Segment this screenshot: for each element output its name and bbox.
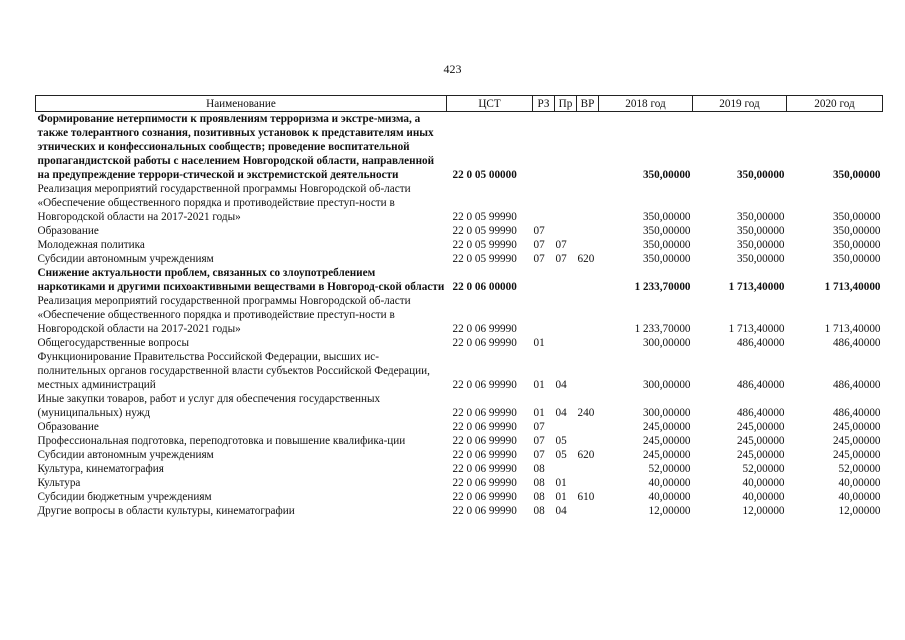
header-cst: ЦСТ <box>447 96 533 112</box>
row-vr <box>577 434 599 448</box>
row-name: Профессиональная подготовка, переподготовка и повышение квалифика-ции <box>37 435 406 447</box>
table-row <box>36 462 883 476</box>
row-vr: 620 <box>577 253 595 265</box>
row-vr: 240 <box>577 407 595 419</box>
row-rz: 07 <box>533 239 545 251</box>
table-row <box>36 224 883 238</box>
row-rz: 07 <box>533 253 545 265</box>
row-vr <box>577 238 599 252</box>
row-value-2020: 52,00000 <box>838 463 881 475</box>
row-vr <box>577 112 599 183</box>
header-2019: 2019 год <box>693 96 787 112</box>
row-cst: 22 0 06 99990 <box>452 337 517 349</box>
row-rz: 08 <box>533 477 545 489</box>
row-value-2018: 350,00000 <box>642 253 691 265</box>
row-cst: 22 0 06 99990 <box>452 435 517 447</box>
row-rz: 07 <box>533 225 545 237</box>
row-value-2019: 350,00000 <box>736 253 785 265</box>
row-value-2018: 1 233,70000 <box>634 281 691 293</box>
row-value-2020: 1 713,40000 <box>824 281 881 293</box>
row-value-2019: 245,00000 <box>736 435 785 447</box>
row-pr <box>555 182 577 224</box>
row-pr: 04 <box>555 505 567 517</box>
row-vr <box>577 504 599 518</box>
row-value-2018: 52,00000 <box>648 463 691 475</box>
row-pr <box>555 336 577 350</box>
row-value-2020: 40,00000 <box>838 491 881 503</box>
row-pr <box>555 266 577 294</box>
row-rz: 01 <box>533 379 545 391</box>
row-name: Субсидии автономным учреждениям <box>37 449 214 461</box>
row-value-2019: 52,00000 <box>742 463 785 475</box>
row-value-2019: 350,00000 <box>736 239 785 251</box>
row-name: Культура <box>37 477 81 489</box>
row-vr <box>577 294 599 336</box>
row-value-2020: 245,00000 <box>832 449 881 461</box>
row-value-2018: 300,00000 <box>642 407 691 419</box>
row-cst: 22 0 06 00000 <box>452 281 517 293</box>
row-vr <box>577 420 599 434</box>
row-value-2020: 486,40000 <box>832 379 881 391</box>
table-row <box>36 476 883 490</box>
row-value-2018: 350,00000 <box>642 239 691 251</box>
row-vr <box>577 266 599 294</box>
header-rz: РЗ <box>533 96 555 112</box>
row-pr: 05 <box>555 435 567 447</box>
row-cst: 22 0 06 99990 <box>452 505 517 517</box>
row-value-2018: 350,00000 <box>642 211 691 223</box>
row-vr: 620 <box>577 449 595 461</box>
row-value-2019: 245,00000 <box>736 449 785 461</box>
row-cst: 22 0 06 99990 <box>452 449 517 461</box>
row-name: Субсидии бюджетным учреждениям <box>37 491 212 503</box>
row-vr <box>577 350 599 392</box>
row-vr: 610 <box>577 491 595 503</box>
row-pr <box>555 112 577 183</box>
row-name: Субсидии автономным учреждениям <box>37 253 214 265</box>
row-value-2020: 486,40000 <box>832 407 881 419</box>
row-name: Реализация мероприятий государственной программы Новгородской об-ласти «Обеспечение общественного порядка и противодействие преступ-ности в Новгородской области на 2017-2021 годы» <box>37 295 411 335</box>
row-pr: 07 <box>555 253 567 265</box>
row-value-2020: 245,00000 <box>832 435 881 447</box>
row-value-2020: 350,00000 <box>832 169 881 181</box>
row-value-2020: 486,40000 <box>832 337 881 349</box>
table-row <box>36 294 883 336</box>
row-rz <box>533 294 555 336</box>
row-value-2020: 350,00000 <box>832 239 881 251</box>
table-row <box>36 350 883 392</box>
row-pr <box>555 224 577 238</box>
row-pr: 01 <box>555 491 567 503</box>
row-value-2018: 1 233,70000 <box>634 323 691 335</box>
row-value-2019: 40,00000 <box>742 477 785 489</box>
row-rz <box>533 266 555 294</box>
row-value-2018: 350,00000 <box>642 169 691 181</box>
table-row <box>36 182 883 224</box>
table-row <box>36 504 883 518</box>
row-cst: 22 0 06 99990 <box>452 491 517 503</box>
row-vr <box>577 182 599 224</box>
row-name: Снижение актуальности проблем, связанных со злоупотреблением наркотиками и другими психоактивными веществами в Новгород-ской области <box>37 267 445 293</box>
row-vr <box>577 336 599 350</box>
row-value-2019: 486,40000 <box>736 379 785 391</box>
row-rz: 08 <box>533 491 545 503</box>
row-pr: 01 <box>555 477 567 489</box>
row-rz: 07 <box>533 435 545 447</box>
row-name: Образование <box>37 225 99 237</box>
row-value-2018: 40,00000 <box>648 491 691 503</box>
row-value-2018: 245,00000 <box>642 435 691 447</box>
row-name: Функционирование Правительства Российской Федерации, высших ис-полнительных органов государственной власти субъектов Российской Федерации, местных администраций <box>37 351 430 391</box>
row-rz: 07 <box>533 421 545 433</box>
row-value-2019: 40,00000 <box>742 491 785 503</box>
row-name: Реализация мероприятий государственной программы Новгородской об-ласти «Обеспечение общественного порядка и противодействие преступ-ности в Новгородской области на 2017-2021 годы» <box>37 183 411 223</box>
header-pr: Пр <box>555 96 577 112</box>
row-value-2019: 350,00000 <box>736 211 785 223</box>
table-row <box>36 336 883 350</box>
row-value-2018: 40,00000 <box>648 477 691 489</box>
row-value-2018: 12,00000 <box>648 505 691 517</box>
row-cst: 22 0 06 99990 <box>452 379 517 391</box>
row-name: Культура, кинематография <box>37 463 164 475</box>
row-pr <box>555 420 577 434</box>
table-row <box>36 238 883 252</box>
row-cst: 22 0 05 99990 <box>452 211 517 223</box>
row-rz: 07 <box>533 449 545 461</box>
row-value-2020: 12,00000 <box>838 505 881 517</box>
row-cst: 22 0 05 99990 <box>452 253 517 265</box>
row-cst: 22 0 05 00000 <box>452 169 517 181</box>
row-value-2018: 300,00000 <box>642 337 691 349</box>
row-value-2019: 1 713,40000 <box>728 323 785 335</box>
row-name: Образование <box>37 421 99 433</box>
row-value-2020: 1 713,40000 <box>824 323 881 335</box>
row-value-2018: 300,00000 <box>642 379 691 391</box>
row-pr <box>555 462 577 476</box>
row-cst: 22 0 06 99990 <box>452 477 517 489</box>
row-value-2019: 245,00000 <box>736 421 785 433</box>
row-rz: 01 <box>533 407 545 419</box>
row-value-2019: 350,00000 <box>736 169 785 181</box>
budget-table <box>35 95 883 518</box>
row-cst: 22 0 06 99990 <box>452 323 517 335</box>
row-vr <box>577 462 599 476</box>
row-value-2020: 350,00000 <box>832 225 881 237</box>
row-pr <box>555 294 577 336</box>
row-rz: 08 <box>533 463 545 475</box>
table-body <box>36 112 883 519</box>
table-row <box>36 434 883 448</box>
row-value-2020: 350,00000 <box>832 253 881 265</box>
row-value-2019: 486,40000 <box>736 337 785 349</box>
table-row <box>36 112 883 183</box>
row-cst: 22 0 06 99990 <box>452 421 517 433</box>
row-cst: 22 0 06 99990 <box>452 463 517 475</box>
row-name: Другие вопросы в области культуры, кинематографии <box>37 505 295 517</box>
header-vr: ВР <box>577 96 599 112</box>
row-value-2020: 350,00000 <box>832 211 881 223</box>
table-row <box>36 490 883 504</box>
table-row <box>36 266 883 294</box>
row-vr <box>577 476 599 490</box>
row-value-2018: 245,00000 <box>642 421 691 433</box>
header-name: Наименование <box>36 96 447 112</box>
row-value-2019: 12,00000 <box>742 505 785 517</box>
row-pr: 05 <box>555 449 567 461</box>
row-vr <box>577 224 599 238</box>
page-number: 423 <box>443 62 462 76</box>
header-2020: 2020 год <box>787 96 883 112</box>
row-name: Молодежная политика <box>37 239 145 251</box>
row-name: Общегосударственные вопросы <box>37 337 190 349</box>
row-pr: 04 <box>555 407 567 419</box>
row-value-2018: 350,00000 <box>642 225 691 237</box>
row-cst: 22 0 05 99990 <box>452 225 517 237</box>
row-cst: 22 0 05 99990 <box>452 239 517 251</box>
row-pr: 07 <box>555 239 567 251</box>
row-cst: 22 0 06 99990 <box>452 407 517 419</box>
row-pr: 04 <box>555 379 567 391</box>
table-row <box>36 448 883 462</box>
table-row <box>36 392 883 420</box>
row-value-2020: 40,00000 <box>838 477 881 489</box>
header-2018: 2018 год <box>599 96 693 112</box>
table-header <box>36 96 883 112</box>
row-value-2019: 1 713,40000 <box>728 281 785 293</box>
row-value-2019: 350,00000 <box>736 225 785 237</box>
table-row <box>36 420 883 434</box>
row-rz: 08 <box>533 505 545 517</box>
row-value-2020: 245,00000 <box>832 421 881 433</box>
row-name: Формирование нетерпимости к проявлениям терроризма и экстре-мизма, а также толерантного сознания, позитивных установок к представителям иных этнических и конфессиональных сообществ; проведение воспитательной пропагандистской работы с населением Новгородской области, направленной на предупреждение террори-стической и экстремистской деятельности <box>37 113 435 181</box>
row-name: Иные закупки товаров, работ и услуг для обеспечения государственных (муниципальных) нужд <box>37 393 381 419</box>
row-value-2018: 245,00000 <box>642 449 691 461</box>
table-row <box>36 252 883 266</box>
row-value-2019: 486,40000 <box>736 407 785 419</box>
row-rz <box>533 112 555 183</box>
row-rz <box>533 182 555 224</box>
row-rz: 01 <box>533 337 545 349</box>
